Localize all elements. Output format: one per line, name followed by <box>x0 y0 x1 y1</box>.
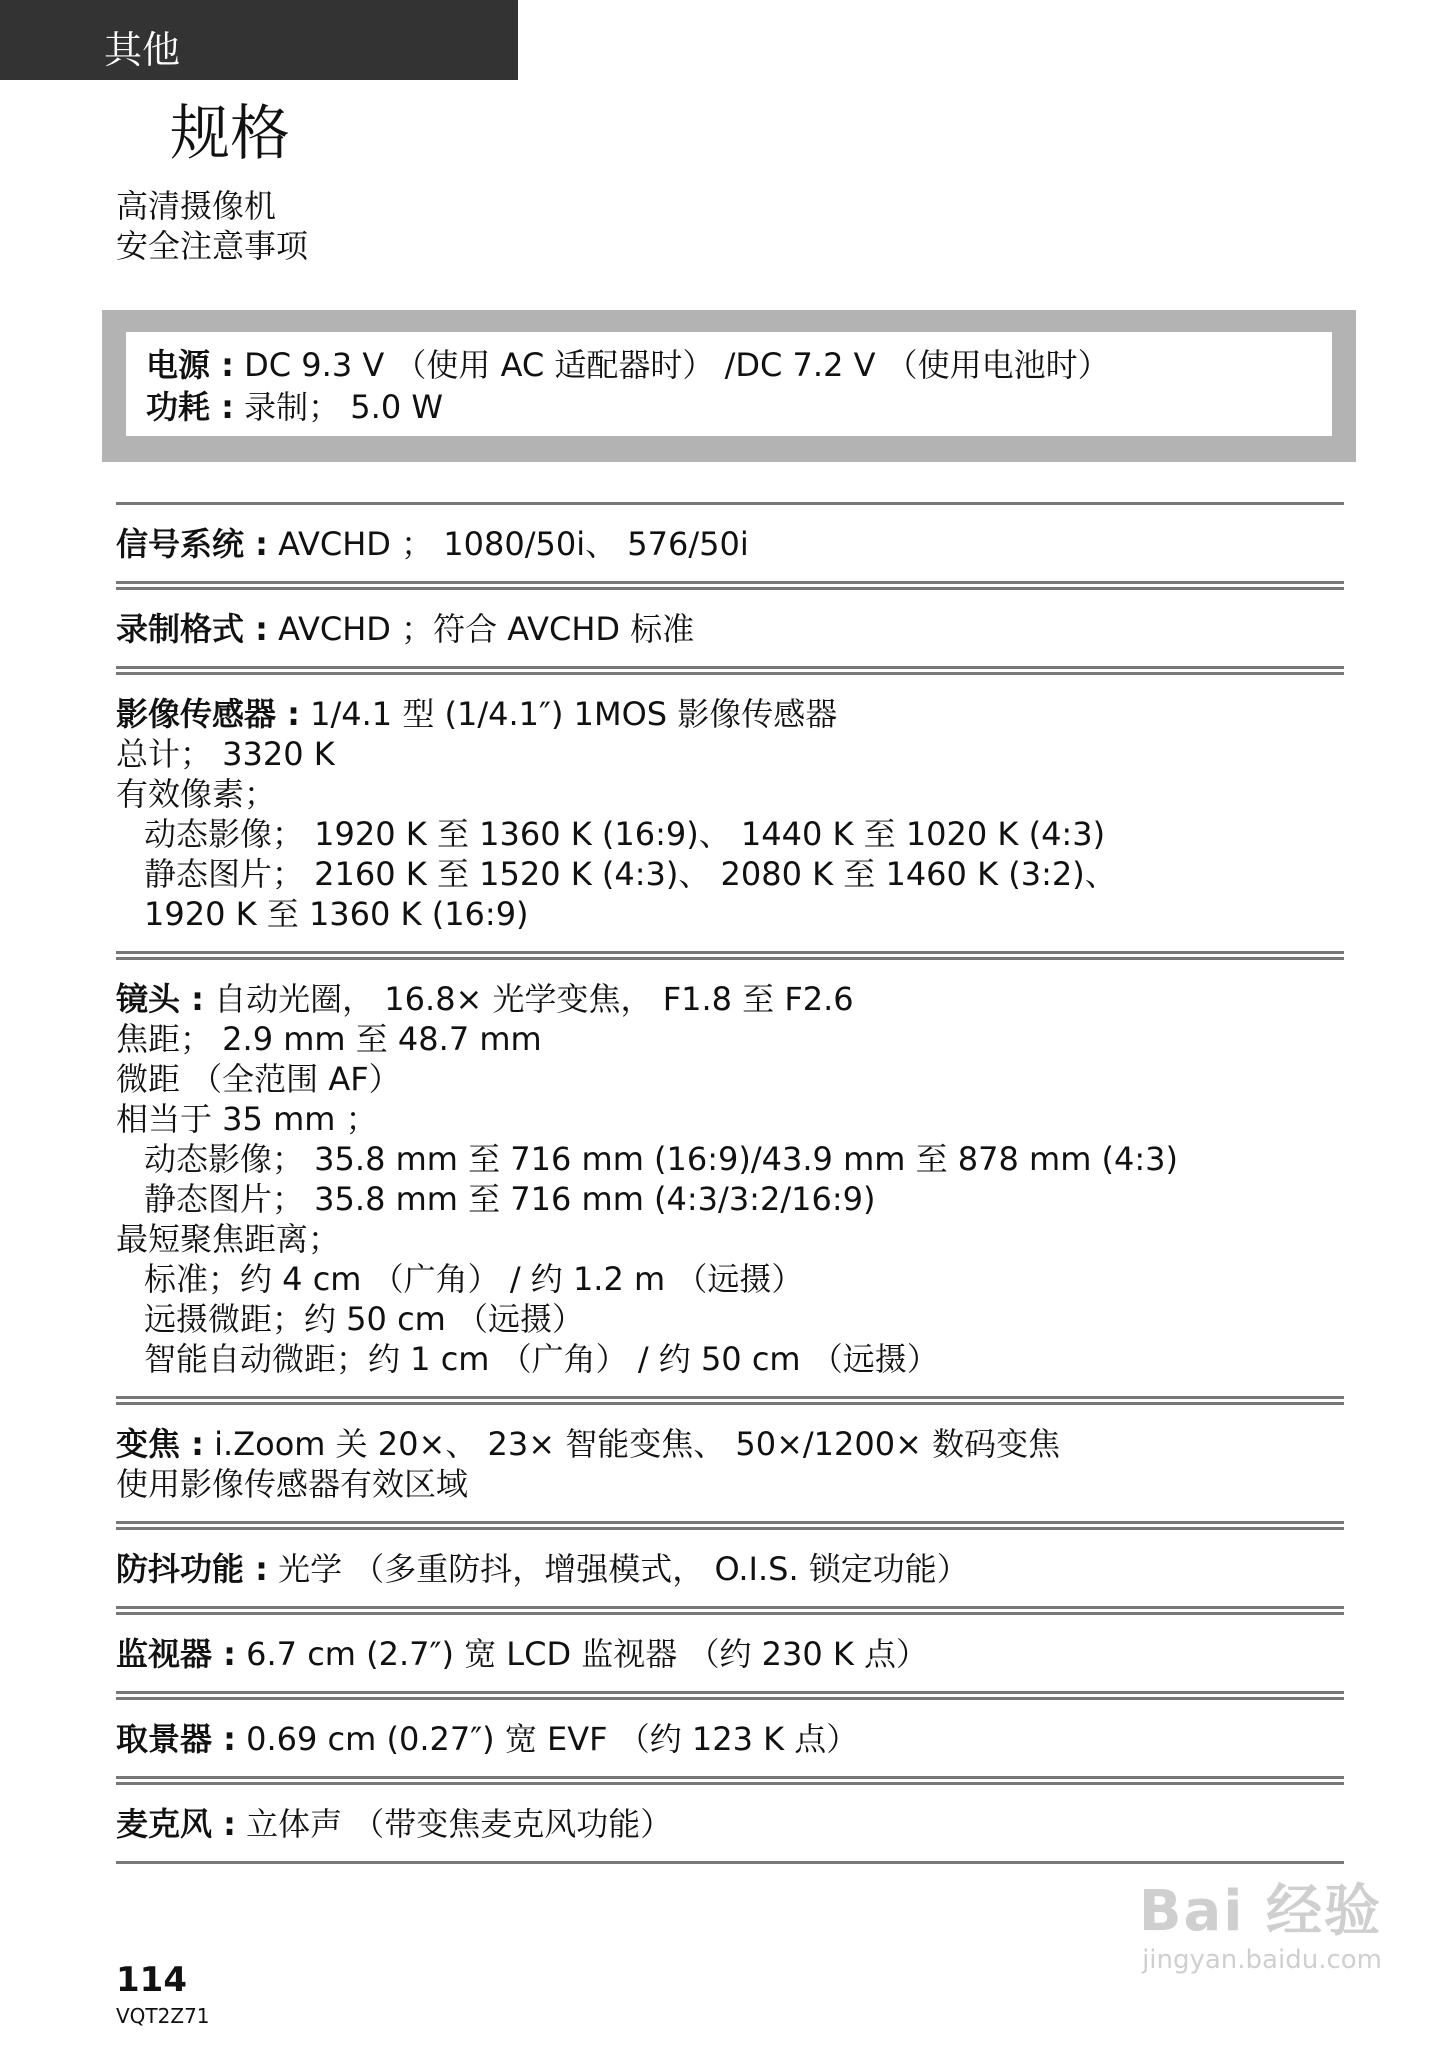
spec-label: 录制格式 : <box>116 610 268 648</box>
power-box-inner <box>126 332 1332 436</box>
spec-detail-line: 有效像素； <box>116 775 277 813</box>
spec-detail-line: 动态影像； 1920 K 至 1360 K (16:9)、 1440 K 至 1020 K (4:3) <box>144 815 1106 853</box>
watermark-brand: Bai 经验 <box>1138 1879 1382 1944</box>
spec-heading <box>116 1424 1344 1464</box>
page-title: 规格 <box>170 99 290 169</box>
spec-value: 自动光圈， 16.8× 光学变焦， F1.8 至 F2.6 <box>203 980 854 1018</box>
spec-value: 立体声 （带变焦麦克风功能） <box>235 1805 673 1843</box>
spec-heading <box>116 1719 1344 1759</box>
subtitle-block <box>116 186 308 266</box>
spec-list <box>116 502 1344 1867</box>
spec-label: 变焦 : <box>116 1425 204 1463</box>
power-supply-value: DC 9.3 V （使用 AC 适配器时） /DC 7.2 V （使用电池时） <box>233 346 1110 384</box>
spec-value: 6.7 cm (2.7″) 宽 LCD 监视器 （约 230 K 点） <box>235 1635 929 1673</box>
spec-value: AVCHD ； 1080/50i、 576/50i <box>267 525 749 563</box>
spec-label: 镜头 : <box>116 980 204 1018</box>
spec-value: 0.69 cm (0.27″) 宽 EVF （约 123 K 点） <box>235 1720 859 1758</box>
spec-detail-line: 最短聚焦距离； <box>116 1220 341 1258</box>
spec-detail-line: 标准；约 4 cm （广角） / 约 1.2 m （远摄） <box>144 1260 804 1298</box>
spec-detail-line: 焦距； 2.9 mm 至 48.7 mm <box>116 1020 542 1058</box>
spec-heading <box>116 1634 1344 1674</box>
spec-label: 取景器 : <box>116 1720 236 1758</box>
spec-label: 防抖功能 : <box>116 1550 268 1588</box>
doc-code: VQT2Z71 <box>116 2004 210 2028</box>
spec-heading <box>116 609 1344 649</box>
spec-item <box>116 1612 1344 1694</box>
spec-heading <box>116 979 1344 1019</box>
spec-heading <box>116 1804 1344 1844</box>
power-consumption-line <box>146 386 1312 428</box>
product-subtitle: 高清摄像机 <box>116 187 277 225</box>
spec-detail-line: 动态影像； 35.8 mm 至 716 mm (16:9)/43.9 mm 至 878 mm (4:3) <box>144 1140 1179 1178</box>
spec-heading <box>116 694 1344 734</box>
power-consumption-value: 录制； 5.0 W <box>233 388 444 426</box>
watermark-url: jingyan.baidu.com <box>1142 1945 1382 1975</box>
section-tab-label: 其他 <box>104 28 181 72</box>
spec-label: 监视器 : <box>116 1635 236 1673</box>
spec-detail-line: 总计； 3320 K <box>116 735 335 773</box>
spec-item <box>116 1697 1344 1779</box>
spec-item <box>116 502 1344 584</box>
spec-detail-line: 1920 K 至 1360 K (16:9) <box>144 895 529 933</box>
spec-detail-line: 使用影像传感器有效区域 <box>116 1465 469 1503</box>
spec-value: 光学 （多重防抖，增强模式， O.I.S. 锁定功能） <box>267 1550 969 1588</box>
power-box <box>102 310 1356 462</box>
spec-value: i.Zoom 关 20×、 23× 智能变焦、 50×/1200× 数码变焦 <box>203 1425 1061 1463</box>
spec-detail-line: 静态图片； 2160 K 至 1520 K (4:3)、 2080 K 至 1460 K (3:2)、 <box>144 855 1117 893</box>
safety-subtitle: 安全注意事项 <box>116 227 309 265</box>
spec-detail-line: 智能自动微距；约 1 cm （广角） / 约 50 cm （远摄） <box>144 1340 939 1378</box>
spec-detail-line: 相当于 35 mm ； <box>116 1100 378 1138</box>
spec-label: 影像传感器 : <box>116 695 300 733</box>
power-supply-line <box>146 344 1312 386</box>
baidu-watermark <box>1139 1880 1382 1976</box>
spec-label: 信号系统 : <box>116 525 268 563</box>
spec-item <box>116 957 1344 1399</box>
page-number: 114 <box>116 1960 187 2000</box>
section-tab <box>0 0 518 80</box>
spec-item <box>116 1782 1344 1864</box>
spec-value: AVCHD ；符合 AVCHD 标准 <box>267 610 695 648</box>
spec-detail-line: 微距 （全范围 AF） <box>116 1060 401 1098</box>
spec-item <box>116 587 1344 669</box>
spec-heading <box>116 1549 1344 1589</box>
power-consumption-label: 功耗 : <box>146 388 234 426</box>
power-supply-label: 电源 : <box>146 346 234 384</box>
spec-label: 麦克风 : <box>116 1805 236 1843</box>
spec-item <box>116 1527 1344 1609</box>
spec-heading <box>116 524 1344 564</box>
spec-detail-line: 远摄微距；约 50 cm （远摄） <box>144 1300 585 1338</box>
spec-item <box>116 1402 1344 1524</box>
spec-value: 1/4.1 型 (1/4.1″) 1MOS 影像传感器 <box>299 695 838 733</box>
spec-detail-line: 静态图片； 35.8 mm 至 716 mm (4:3/3:2/16:9) <box>144 1180 876 1218</box>
spec-item <box>116 672 1344 954</box>
